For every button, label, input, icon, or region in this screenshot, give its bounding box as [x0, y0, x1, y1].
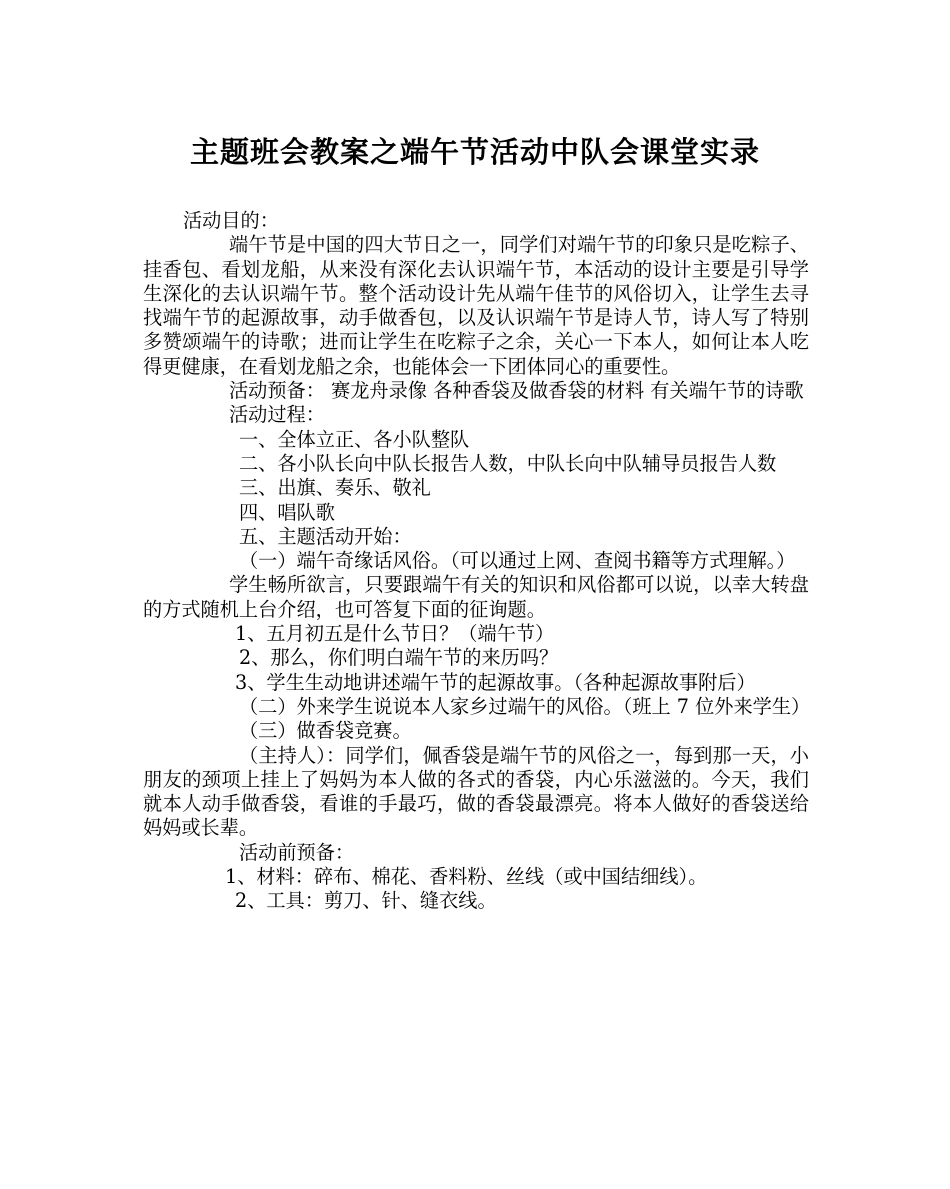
paragraph-process-heading: 活动过程：: [229, 403, 325, 427]
paragraph-tools: 2、工具：剪刀、针、缝衣线。: [235, 889, 497, 913]
paragraph-activity-2: （二）外来学生说说本人家乡过端午的风俗。（班上 7 位外来学生）: [239, 694, 811, 718]
paragraph-materials: 1、材料：碎布、棉花、香料粉、丝线（或中国结细线）。: [225, 865, 708, 889]
paragraph-step-4: 四、唱队歌: [239, 500, 335, 524]
paragraph-question-3: 3、学生生动地讲述端午节的起源故事。（各种起源故事附后）: [235, 670, 756, 694]
document-title: 主题班会教案之端午节活动中队会课堂实录: [189, 135, 760, 169]
paragraph-activity-3: （三）做香袋竞赛。: [239, 719, 412, 743]
document-body: [143, 209, 809, 914]
paragraph-activity-1-desc: 学生畅所欲言，只要跟端午有关的知识和风俗都可以说，以幸大转盘的方式随机上台介绍，也可答复下面的征询题。: [143, 573, 809, 621]
paragraph-question-1: 1、五月初五是什么节日？（端午节）: [235, 622, 555, 646]
paragraph-question-2: 2、那么，你们明白端午节的来历吗？: [239, 646, 559, 670]
paragraph-step-3: 三、出旗、奏乐、敬礼: [239, 476, 431, 500]
paragraph-step-1: 一、全体立正、各小队整队: [239, 427, 470, 451]
paragraph-pre-activity-heading: 活动前预备：: [239, 840, 355, 864]
paragraph-step-5: 五、主题活动开始：: [239, 524, 412, 548]
paragraph-preparation: 活动预备： 赛龙舟录像 各种香袋及做香袋的材料 有关端午节的诗歌: [229, 379, 804, 403]
paragraph-purpose-text: 端午节是中国的四大节日之一，同学们对端午节的印象只是吃粽子、挂香包、看划龙船，从来没有深化去认识端午节，本活动的设计主要是引导学生深化的去认识端午节。整个活动设计先从端午佳节的风俗切入，让学生去寻找端午节的起源故事，动手做香包，以及认识端午节是诗人节，诗人写了特别多赞颂端午的诗歌；进而让学生在吃粽子之余，关心一下本人，如何让本人吃得更健康，在看划龙船之余，也能体会一下团体同心的重要性。: [143, 233, 809, 378]
paragraph-host-speech: （主持人）：同学们，佩香袋是端午节的风俗之一，每到那一天，小朋友的颈项上挂上了妈妈为本人做的各式的香袋，内心乐滋滋的。今天，我们就本人动手做香袋，看谁的手最巧，做的香袋最漂亮。将本人做好的香袋送给妈妈或长辈。: [143, 743, 809, 840]
paragraph-step-2: 二、各小队长向中队长报告人数，中队长向中队辅导员报告人数: [239, 451, 777, 475]
paragraph-purpose-heading: 活动目的：: [183, 209, 279, 232]
paragraph-activity-1: （一）端午奇缘话风俗。（可以通过上网、查阅书籍等方式理解。）: [239, 549, 796, 573]
